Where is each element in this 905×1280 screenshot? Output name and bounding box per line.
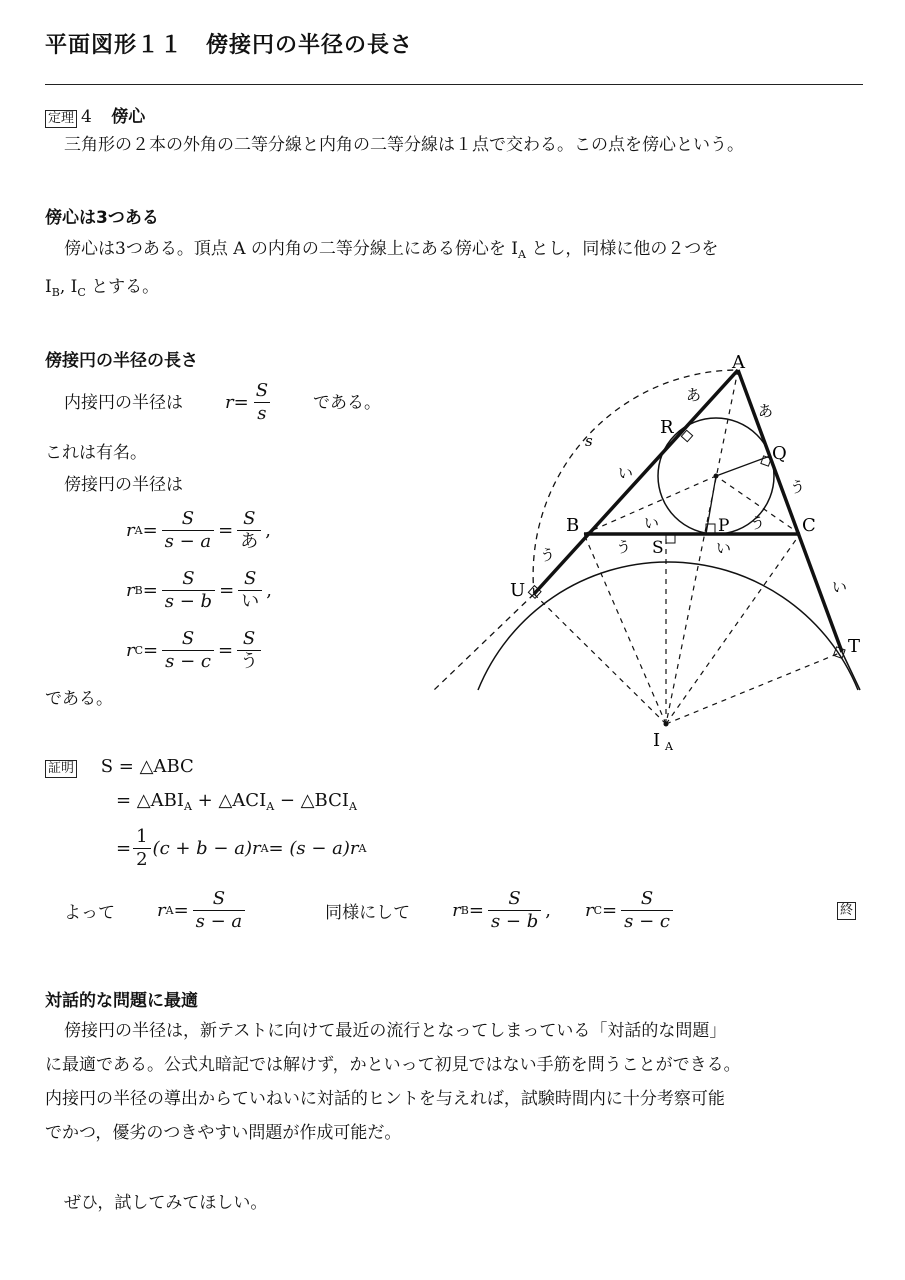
rC-num: S: [181, 628, 195, 649]
seg-a1: あ: [686, 386, 702, 404]
concl-rC-num: S: [640, 888, 654, 909]
rB-sym: r: [126, 580, 135, 601]
section3-line2: に最適である。公式丸暗記では解けず，かといって初見ではない手筋を問うことができる。: [45, 1055, 741, 1075]
label-P: P: [718, 516, 730, 536]
section1-heading: 傍心は3つある: [45, 208, 159, 228]
section2-heading: 傍接円の半径の長さ: [45, 351, 198, 371]
ia-to-u: [534, 594, 666, 724]
side-ac: [738, 370, 842, 652]
proof-line2-sub3: A: [348, 800, 357, 813]
label-C: C: [802, 515, 816, 536]
rA-sym: r: [126, 520, 135, 541]
concl-rB-sym: r: [452, 900, 461, 921]
proof-line2-b: + △ACI: [191, 790, 267, 811]
incircle-den: s: [254, 402, 269, 425]
end-mark: 終: [837, 902, 856, 920]
incircle-tail: である。: [313, 392, 382, 413]
ic-symbol: , I: [59, 277, 78, 297]
proof-line3-tail2: = (s − a)r: [268, 838, 359, 859]
rA-sub: A: [134, 524, 143, 537]
section2-closing: である。: [45, 689, 113, 709]
concl-rA-den: s − a: [193, 910, 246, 933]
label-T: T: [848, 636, 861, 657]
label-IA-sub: A: [665, 740, 673, 753]
rA-den: s − a: [162, 530, 215, 553]
theorem-name: 傍心: [111, 107, 146, 127]
rA-num2: S: [243, 508, 256, 529]
rB-sub: B: [134, 584, 143, 597]
incircle-intro: 内接円の半径は: [64, 392, 183, 413]
section1-line1-text: 傍心は3つある。頂点 A の内角の二等分線上にある傍心を I: [64, 239, 519, 259]
concl-rB-sub: B: [460, 904, 469, 917]
section3-heading: 対話的な問題に最適: [45, 991, 198, 1011]
radius-q: [716, 456, 770, 476]
incircle-num: S: [255, 380, 269, 401]
excircle-figure: [420, 345, 880, 755]
ia-to-t: [666, 652, 842, 724]
ic-sub: C: [77, 286, 86, 299]
seg-i2: い: [644, 514, 660, 532]
concl-rC-sym: r: [584, 900, 594, 921]
seg-s: s: [585, 432, 593, 450]
seg-u2: う: [790, 478, 806, 496]
concl-rB-den: s − b: [488, 910, 541, 933]
ib-sub: B: [51, 286, 60, 299]
proof-box-label: 証明: [45, 760, 77, 778]
seg-i4: い: [832, 578, 848, 596]
famous-note: これは有名。: [45, 443, 147, 463]
section3-line4: でかつ，優劣のつきやすい問題が作成可能だ。: [45, 1123, 402, 1143]
concl-rC-den: s − c: [621, 910, 673, 933]
section1-line2-tail: とする。: [91, 277, 160, 297]
label-IA: I: [653, 730, 661, 751]
excircle-arc: [478, 562, 861, 690]
rB-den: s − b: [162, 590, 215, 613]
ac-extension: [842, 652, 860, 690]
label-A: A: [732, 352, 745, 373]
rB-den2: い: [238, 590, 262, 613]
rA-num: S: [181, 508, 195, 529]
page-title: 平面図形１１ 傍接円の半径の長さ: [45, 33, 414, 58]
label-S: S: [652, 538, 664, 558]
seg-u1: う: [750, 514, 766, 532]
formula-rA: r A = $\frac{S}{s - a}$ = $\frac{S}{\text{あ}}$ ,: [126, 508, 271, 552]
proof-line3-tail: (c + b − a)r: [152, 838, 261, 859]
theorem-text: 三角形の２本の外角の二等分線と内角の二等分線は１点で交わる。この点を傍心という。: [64, 135, 744, 155]
concl-rA-sub: A: [165, 904, 174, 917]
theorem-number: 4: [81, 107, 92, 127]
seg-u4: う: [540, 546, 556, 564]
side-ab: [534, 370, 738, 594]
excircle-intro: 傍接円の半径は: [64, 475, 183, 495]
rC-num2: S: [242, 628, 256, 649]
proof-line2-c: − △BCI: [274, 790, 349, 811]
concl-rC-sub: C: [593, 904, 603, 917]
seg-i1: い: [618, 464, 634, 482]
rA-den2: あ: [237, 530, 261, 553]
section3-line1: 傍接円の半径は，新テストに向けて最近の流行となってしまっている「対話的な問題」: [64, 1021, 727, 1041]
section3-final: ぜひ，試してみてほしい。: [64, 1193, 268, 1213]
rC-den: s − c: [162, 650, 214, 673]
section1-line1-tail: とし，同様に他の２つを: [531, 239, 719, 259]
formula-rB: r B = $\frac{S}{s - b}$ = $\frac{S}{\text{い}}$ ,: [126, 568, 272, 612]
rB-tail: ,: [266, 580, 272, 601]
incenter-dot: [714, 474, 719, 479]
proof-conclusion: よって r A = $\frac{S}{s - a}$ 同様にして r B = $\frac{S}{s - b}$ , r C = $\frac{S}{s - c}$ 終: [64, 888, 864, 933]
section1-line1: [64, 232, 718, 272]
proof-line2-a: = △ABI: [116, 790, 184, 811]
half-den: 2: [133, 848, 150, 871]
label-R: R: [660, 417, 674, 438]
concl-rA-sym: r: [157, 900, 166, 921]
label-B: B: [566, 515, 580, 536]
rA-tail: ,: [265, 520, 271, 541]
rC-sub: C: [134, 644, 144, 657]
theorem-box-label: 定理: [45, 110, 77, 128]
concl-rB-num: S: [508, 888, 521, 909]
proof-line3-eq: =: [116, 838, 132, 859]
proof-line2-sub2: A: [266, 800, 275, 813]
section1-line1-sub: A: [518, 248, 526, 261]
incircle-fraction: [253, 380, 271, 425]
rC-sym: r: [126, 640, 135, 661]
rB-num: S: [182, 568, 195, 589]
ib-symbol: I: [45, 277, 52, 297]
proof-line1: [45, 756, 194, 778]
conclusion-lead: よって: [64, 903, 115, 923]
excenter-dot: [664, 722, 669, 727]
proof-line3-sub2: A: [358, 842, 367, 855]
rC-den2: う: [237, 650, 261, 673]
incircle-formula: 内接円の半径は r = $\frac{S}{s}$ である。: [64, 380, 382, 424]
formula-rC: r C = $\frac{S}{s - c}$ = $\frac{S}{\text{う}}$: [126, 628, 265, 673]
label-Q: Q: [772, 443, 787, 464]
label-U: U: [510, 580, 526, 601]
incircle-r: r: [225, 391, 234, 413]
similarly-text: 同様にして: [325, 903, 411, 923]
proof-line1-text: S = △ABC: [100, 756, 194, 777]
section3-line3: 内接円の半径の導出からていねいに対話的ヒントを与えれば，試験時間内に十分考察可能: [45, 1089, 725, 1109]
seg-a2: あ: [758, 402, 774, 420]
seg-i3: い: [716, 539, 732, 557]
rB-num2: S: [244, 568, 257, 589]
proof-line2-sub1: A: [183, 800, 192, 813]
half-num: 1: [136, 826, 148, 847]
section1-line2: [45, 270, 159, 310]
proof-line3: [116, 826, 366, 871]
title-divider: [45, 84, 863, 85]
proof-line2: [116, 790, 357, 813]
proof-line3-sub: A: [260, 842, 269, 855]
seg-u3: う: [616, 538, 632, 556]
theorem-header: [45, 102, 145, 128]
concl-rA-num: S: [212, 888, 226, 909]
